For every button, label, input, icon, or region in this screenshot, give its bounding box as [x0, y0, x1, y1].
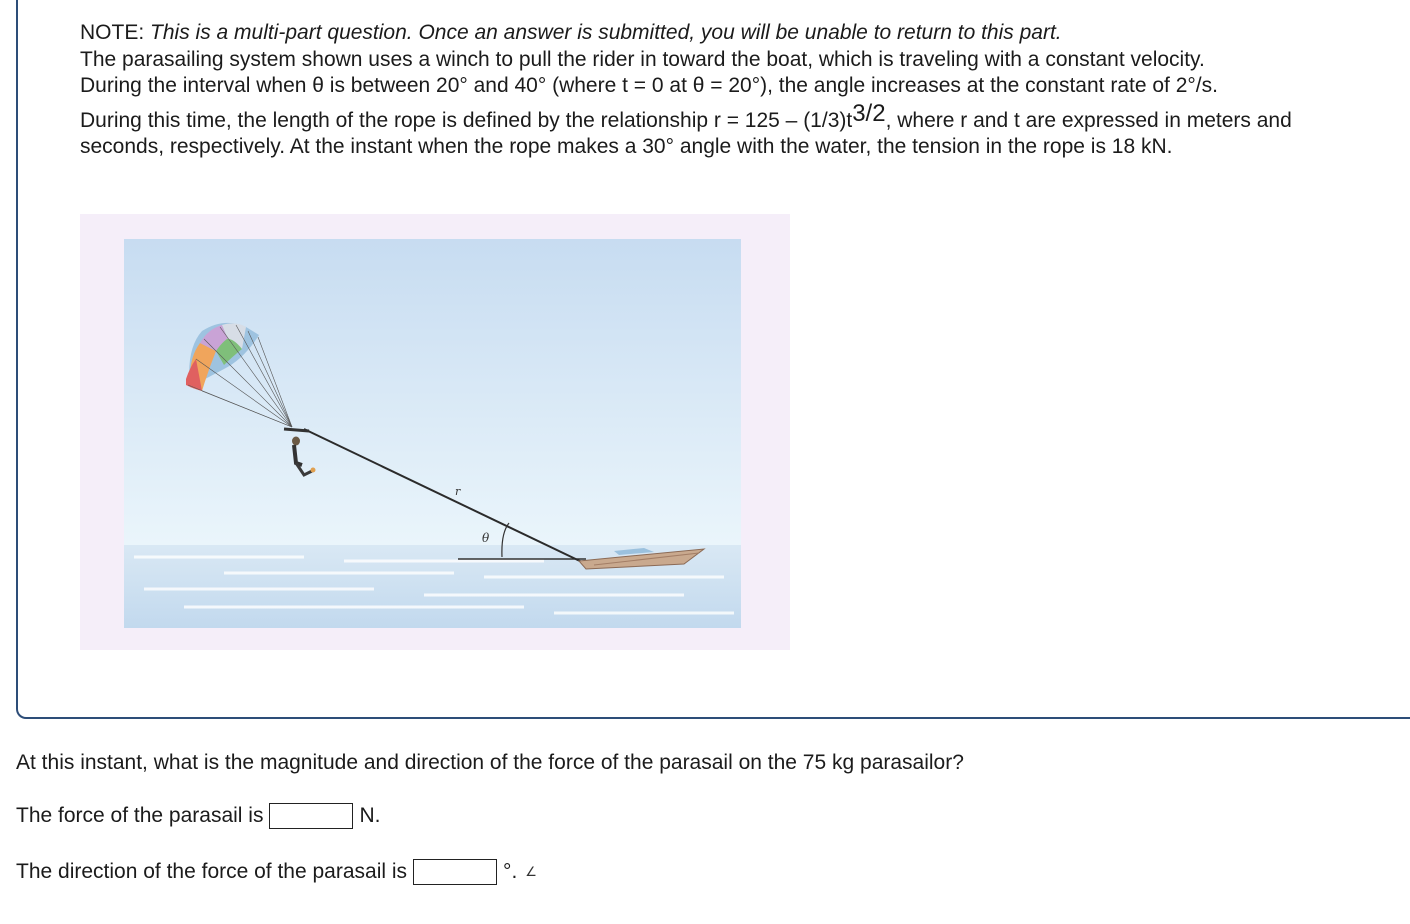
- parasail-figure: [124, 239, 741, 628]
- force-magnitude-input[interactable]: [269, 803, 353, 829]
- problem-line-2: During the interval when θ is between 20° and 40° (where t = 0 at θ = 20°), the angle increases at the constant rate of 2°/s.: [80, 74, 1218, 97]
- rope-relation-rest: , where r and t are expressed in meters and seconds, respectively. At the instant when the rope makes a 30° angle with the water, the tension in the rope is 18 kN.: [80, 108, 1292, 158]
- force-label: The force of the parasail is: [16, 804, 264, 827]
- figure-frame: [80, 214, 790, 650]
- problem-line-1: The parasailing system shown uses a winch to pull the rider in toward the boat, which is traveling with a constant velocity.: [80, 47, 1205, 71]
- force-answer-row: [16, 803, 380, 829]
- angle-label: θ: [482, 531, 490, 545]
- rope-relation-text: During this time, the length of the rope is defined by the relationship r = 125 – (1/3)t: [80, 108, 853, 132]
- exponent: 3/2: [852, 99, 886, 127]
- question-prompt: At this instant, what is the magnitude and direction of the force of the parasail on the 75 kg parasailor?: [16, 751, 964, 774]
- note-line: [80, 20, 1380, 47]
- note-label: NOTE:: [80, 21, 145, 44]
- direction-label: The direction of the force of the parasail is: [16, 860, 408, 883]
- angle-reference-icon[interactable]: ∠: [525, 864, 537, 879]
- sky: [124, 239, 741, 545]
- force-unit: N.: [359, 804, 381, 827]
- problem-statement: [80, 20, 1380, 161]
- direction-unit: °.: [503, 860, 518, 883]
- problem-line-3: [80, 99, 1380, 161]
- direction-input[interactable]: [413, 859, 497, 885]
- direction-answer-row: [16, 859, 537, 885]
- rope-label: r: [455, 485, 461, 498]
- note-text: This is a multi-part question. Once an answer is submitted, you will be unable to return to this part.: [150, 21, 1062, 44]
